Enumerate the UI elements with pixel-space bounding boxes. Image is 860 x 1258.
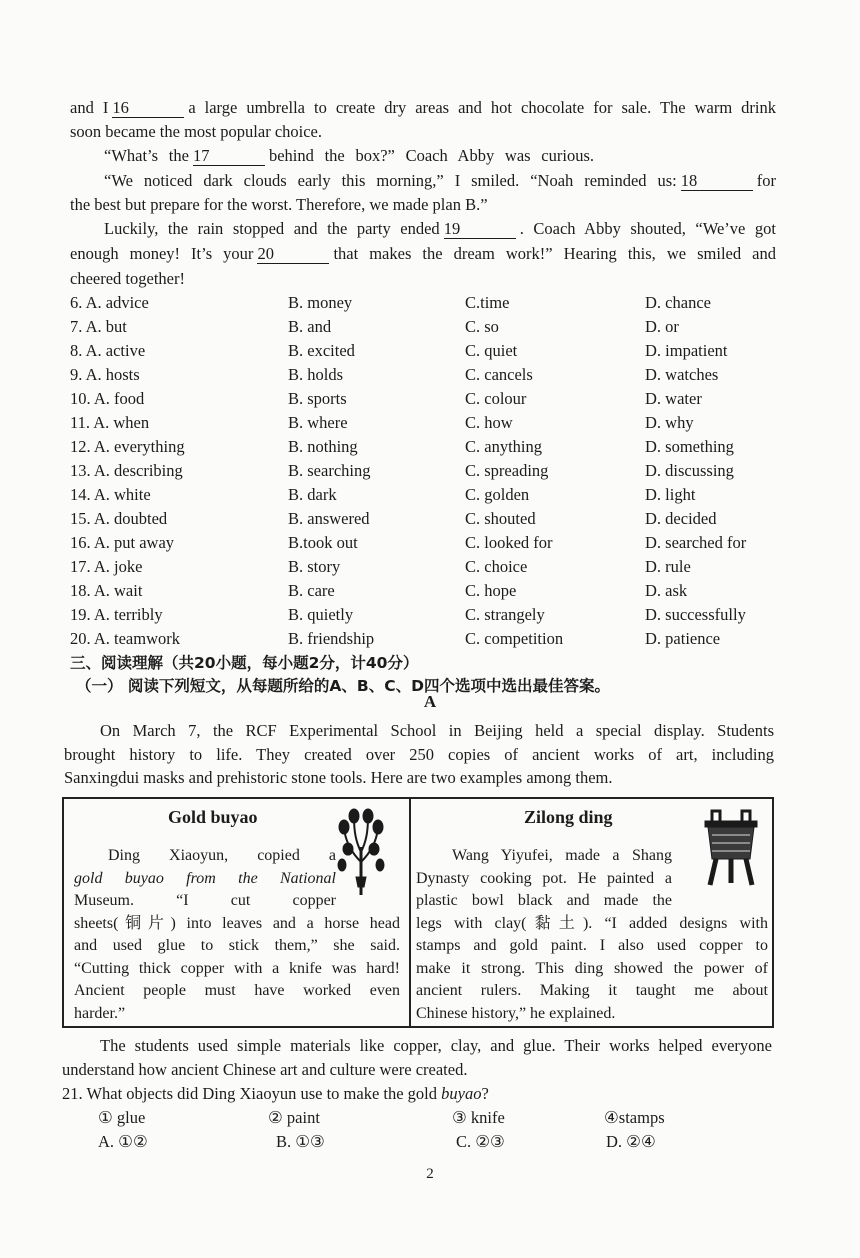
choice-d[interactable]: D. ②④ [606, 1132, 656, 1151]
option-b[interactable]: B. sports [288, 389, 347, 408]
option-c[interactable]: C. golden [465, 485, 530, 504]
summary-line: understand how ancient Chinese art and culture were created. [62, 1060, 468, 1079]
option-a[interactable]: 19. A. terribly [70, 605, 163, 624]
bronze-ding-icon [700, 807, 762, 887]
passage-line: soon became the most popular choice. [70, 122, 323, 141]
option-d[interactable]: D. discussing [645, 461, 734, 480]
option-d[interactable]: D. something [645, 437, 734, 456]
right-cell-text [416, 845, 672, 913]
option-b[interactable]: B. care [288, 581, 335, 600]
blank-18: 18 [681, 172, 753, 191]
blank-19: 19 [444, 220, 516, 239]
option-a[interactable]: 9. A. hosts [70, 365, 140, 384]
option-b[interactable]: B. money [288, 293, 353, 312]
reading-line: brought history to life. They created over 250 copies of ancient works of art, including [64, 745, 774, 764]
option-d[interactable]: D. watches [645, 365, 719, 384]
option-d[interactable]: D. chance [645, 293, 711, 312]
option-c[interactable]: C. how [465, 413, 513, 432]
option-b[interactable]: B. where [288, 413, 348, 432]
option-b[interactable]: B. dark [288, 485, 337, 504]
option-d[interactable]: D. light [645, 485, 696, 504]
option-c[interactable]: C.time [465, 293, 510, 312]
passage-line: cheered together! [70, 269, 185, 288]
option-c[interactable]: C. anything [465, 437, 542, 456]
text-line: and used glue to stick them,” she said. [74, 937, 400, 954]
option-c[interactable]: C. competition [465, 629, 564, 648]
option-a[interactable]: 13. A. describing [70, 461, 183, 480]
option-d[interactable]: D. water [645, 389, 702, 408]
option-d[interactable]: D. ask [645, 581, 688, 600]
text-line: harder.” [74, 1004, 126, 1022]
text-line: stamps and gold paint. I also used copper to [416, 937, 768, 954]
option-a[interactable]: 12. A. everything [70, 437, 185, 456]
blank-17: 17 [193, 147, 265, 166]
text: Luckily, the rain stopped and the party ended [104, 219, 440, 238]
option-d[interactable]: D. why [645, 413, 694, 432]
option-a[interactable]: 17. A. joke [70, 557, 143, 576]
text-line: Ancient people must have worked even [74, 982, 400, 999]
reading-line: On March 7, the RCF Experimental School in Beijing held a special display. Students [100, 721, 774, 740]
option-c[interactable]: C. looked for [465, 533, 553, 552]
option-a[interactable]: 15. A. doubted [70, 509, 168, 528]
text: enough money! It’s your [70, 244, 254, 263]
left-cell-title: Gold buyao [168, 807, 258, 827]
option-b[interactable]: B. and [288, 317, 332, 336]
choice-a[interactable]: A. ①② [98, 1132, 148, 1151]
text-line: gold buyao from the National [74, 869, 336, 887]
passage-line: the best but prepare for the worst. Therefore, we made plan B.” [70, 195, 488, 214]
option-d[interactable]: D. rule [645, 557, 691, 576]
left-cell-text [74, 845, 336, 913]
text-line: sheets(铜片) into leaves and a horse head [74, 914, 400, 932]
reading-line: Sanxingdui masks and prehistoric stone tools. Here are two examples among them. [64, 768, 613, 787]
question-stem: 21. What objects did Ding Xiaoyun use to make the gold buyao? [62, 1084, 489, 1103]
text-line: Chinese history,” he explained. [416, 1004, 616, 1022]
text-line: ancient rulers. Making it taught me about [416, 982, 768, 999]
option-c[interactable]: C. strangely [465, 605, 545, 624]
choice-b[interactable]: B. ①③ [276, 1132, 325, 1151]
item-2: ② paint [268, 1108, 320, 1127]
text: behind the box?” Coach Abby was curious. [268, 146, 595, 165]
option-b[interactable]: B. nothing [288, 437, 358, 456]
option-d[interactable]: D. impatient [645, 341, 728, 360]
option-b[interactable]: B. quietly [288, 605, 354, 624]
buyao-ornament-icon [336, 807, 386, 897]
text-line: make it strong. This ding showed the power of [416, 959, 768, 977]
choice-c[interactable]: C. ②③ [456, 1132, 505, 1151]
option-a[interactable]: 20. A. teamwork [70, 629, 180, 648]
option-c[interactable]: C. choice [465, 557, 528, 576]
text: “We noticed dark clouds early this morning,” I smiled. “Noah reminded us: [104, 171, 677, 190]
option-d[interactable]: D. patience [645, 629, 721, 648]
text-line: Museum. “I cut copper [74, 892, 336, 909]
text: “What’s the [104, 146, 189, 165]
option-c[interactable]: C. so [465, 317, 499, 336]
text-line: plastic bowl black and made the [416, 892, 672, 909]
option-b[interactable]: B.took out [288, 533, 358, 552]
text: and I [70, 98, 109, 117]
option-d[interactable]: D. decided [645, 509, 717, 528]
option-a[interactable]: 16. A. put away [70, 533, 175, 552]
summary-line: The students used simple materials like copper, clay, and glue. Their works helped everyone [100, 1036, 772, 1055]
option-a[interactable]: 18. A. wait [70, 581, 143, 600]
option-c[interactable]: C. hope [465, 581, 517, 600]
text-line: Wang Yiyufei, made a Shang [452, 847, 672, 864]
text: . Coach Abby shouted, “We’ve got [519, 219, 776, 238]
passage-line [104, 144, 594, 168]
option-c[interactable]: C. shouted [465, 509, 536, 528]
option-a[interactable]: 6. A. advice [70, 293, 149, 312]
option-d[interactable]: D. or [645, 317, 679, 336]
option-c[interactable]: C. cancels [465, 365, 533, 384]
section-heading: 三、阅读理解（共20小题，每小题2分，计40分） [70, 654, 419, 672]
text-line: Dynasty cooking pot. He painted a [416, 869, 672, 887]
option-d[interactable]: D. successfully [645, 605, 746, 624]
passage-line [104, 217, 776, 241]
option-b[interactable]: B. story [288, 557, 341, 576]
blank-16: 16 [112, 99, 184, 118]
passage-letter: A [423, 692, 437, 711]
text: a large umbrella to create dry areas and hot chocolate for sale. The warm drink [188, 98, 776, 117]
option-c[interactable]: C. spreading [465, 461, 549, 480]
page-number: 2 [426, 1166, 434, 1182]
option-b[interactable]: B. answered [288, 509, 370, 528]
right-cell-text-wide [416, 913, 768, 1026]
section-instruction: （一） 阅读下列短文，从每题所给的A、B、C、D四个选项中选出最佳答案。 [76, 677, 610, 695]
item-4: ④stamps [604, 1108, 665, 1127]
passage-line [104, 169, 776, 193]
left-cell-text-wide [74, 913, 400, 1026]
option-c[interactable]: C. quiet [465, 341, 518, 360]
option-d[interactable]: D. searched for [645, 533, 747, 552]
text: that makes the dream work!” Hearing this, we smiled and [333, 244, 776, 263]
text-line: Ding Xiaoyun, copied a [108, 847, 336, 864]
text: for [756, 171, 776, 190]
option-b[interactable]: B. searching [288, 461, 371, 480]
item-3: ③ knife [452, 1108, 505, 1127]
option-b[interactable]: B. excited [288, 341, 355, 360]
option-b[interactable]: B. friendship [288, 629, 375, 648]
option-a[interactable]: 14. A. white [70, 485, 151, 504]
option-b[interactable]: B. holds [288, 365, 344, 384]
passage-line [70, 96, 776, 120]
text-line: “Cutting thick copper with a knife was hard! [74, 959, 400, 977]
option-a[interactable]: 7. A. but [70, 317, 127, 336]
passage-line [70, 242, 776, 266]
right-cell-title: Zilong ding [524, 807, 613, 827]
item-1: ① glue [98, 1108, 146, 1127]
text-line: legs with clay(黏土). “I added designs with [416, 914, 768, 932]
table-divider [409, 799, 411, 1026]
option-a[interactable]: 10. A. food [70, 389, 145, 408]
option-c[interactable]: C. colour [465, 389, 527, 408]
option-a[interactable]: 8. A. active [70, 341, 146, 360]
examples-table [62, 797, 774, 1028]
option-a[interactable]: 11. A. when [70, 413, 150, 432]
blank-20: 20 [257, 245, 329, 264]
